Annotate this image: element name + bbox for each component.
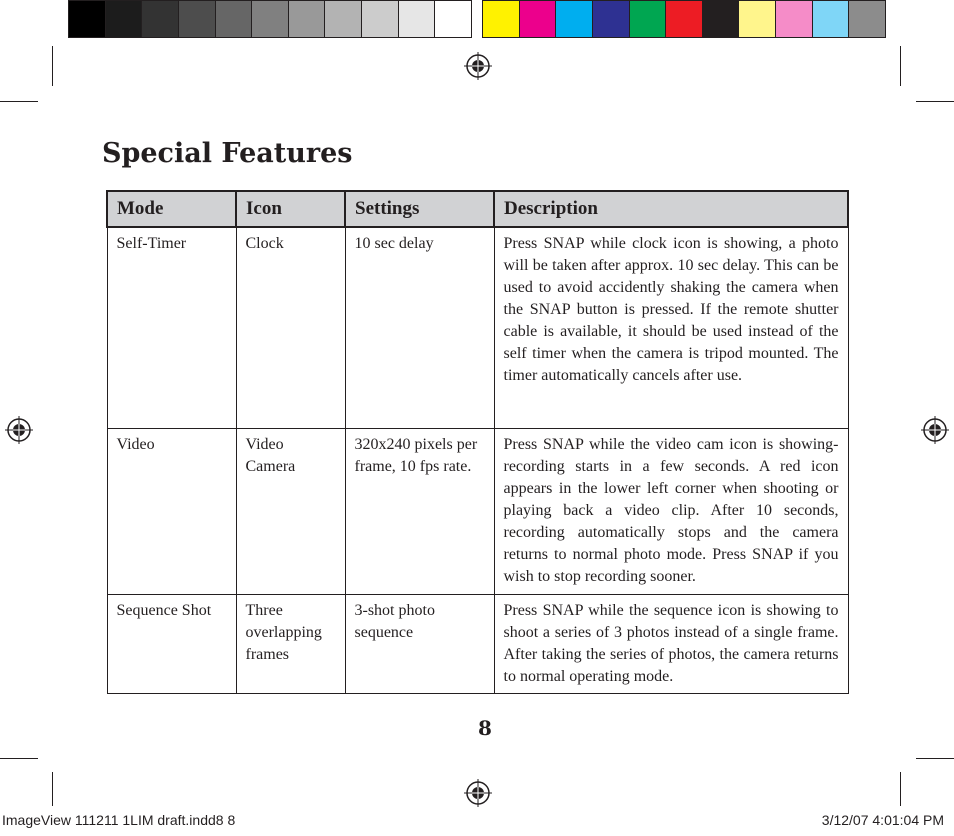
color-swatch (776, 1, 813, 37)
crop-mark-bottom-left-vertical (52, 772, 53, 806)
registration-mark-right-icon (921, 416, 949, 444)
cell-settings: 320x240 pixels per frame, 10 fps rate. (345, 428, 494, 594)
cell-mode: Self-Timer (107, 227, 236, 428)
cell-settings: 3-shot photo sequence (345, 594, 494, 693)
header-mode: Mode (107, 191, 236, 227)
color-swatch (703, 1, 740, 37)
cell-icon: Video Camera (236, 428, 345, 594)
cell-icon: Clock (236, 227, 345, 428)
gray-swatch (142, 1, 179, 37)
header-description: Description (494, 191, 848, 227)
registration-mark-top-icon (464, 52, 492, 80)
gray-swatch (325, 1, 362, 37)
header-icon: Icon (236, 191, 345, 227)
crop-mark-top-right-horizontal (916, 101, 954, 102)
crop-mark-top-left-horizontal (0, 101, 38, 102)
special-features-table (106, 190, 849, 694)
gray-swatch (435, 1, 471, 37)
gray-swatch (216, 1, 253, 37)
table-row (107, 428, 848, 594)
gray-swatch (106, 1, 143, 37)
color-swatch (630, 1, 667, 37)
gray-swatch (399, 1, 436, 37)
color-swatch (520, 1, 557, 37)
header-settings: Settings (345, 191, 494, 227)
slug-file-info: ImageView 111211 1LIM draft.indd8 8 (2, 812, 236, 828)
color-swatch (593, 1, 630, 37)
cell-description: Press SNAP while the video cam icon is showing-recording starts in a few seconds. A red icon appears in the lower left corner when shooting or playing back a video clip. After 10 seconds, recording automatically stops and the camera returns to normal photo mode. Press SNAP if you wish to stop recording sooner. (494, 428, 848, 594)
cell-description: Press SNAP while the sequence icon is showing to shoot a series of 3 photos instead of a single frame. After taking the series of photos, the camera returns to normal operating mode. (494, 594, 848, 693)
grayscale-color-bar (68, 0, 472, 38)
crop-mark-top-left-vertical (52, 46, 53, 86)
table-row (107, 227, 848, 428)
page-number: 8 (478, 716, 492, 740)
registration-mark-left-icon (5, 416, 33, 444)
crop-mark-bottom-right-horizontal (916, 758, 954, 759)
color-swatch (483, 1, 520, 37)
cell-description: Press SNAP while clock icon is showing, a photo will be taken after approx. 10 sec delay. This can be used to avoid accidently shaking the camera when the SNAP button is pressed. If the remote shutter cable is available, it should be used instead of the self timer when the camera is tripod mounted. The timer automatically cancels after use. (494, 227, 848, 428)
crop-mark-top-right-vertical (900, 46, 901, 86)
color-swatch (666, 1, 703, 37)
gray-swatch (362, 1, 399, 37)
process-color-bar (482, 0, 886, 38)
page-title: Special Features (102, 138, 353, 169)
cell-settings: 10 sec delay (345, 227, 494, 428)
color-swatch (739, 1, 776, 37)
color-swatch (813, 1, 850, 37)
gray-swatch (252, 1, 289, 37)
gray-swatch (69, 1, 106, 37)
slug-timestamp: 3/12/07 4:01:04 PM (821, 812, 944, 828)
cell-mode: Sequence Shot (107, 594, 236, 693)
gray-swatch (179, 1, 216, 37)
gray-swatch (289, 1, 326, 37)
crop-mark-bottom-right-vertical (900, 772, 901, 806)
color-swatch (556, 1, 593, 37)
registration-mark-bottom-icon (464, 779, 492, 807)
crop-mark-bottom-left-horizontal (0, 758, 38, 759)
color-swatch (849, 1, 885, 37)
table-header-row (107, 191, 848, 227)
cell-icon: Three overlapping frames (236, 594, 345, 693)
table-row (107, 594, 848, 693)
cell-mode: Video (107, 428, 236, 594)
